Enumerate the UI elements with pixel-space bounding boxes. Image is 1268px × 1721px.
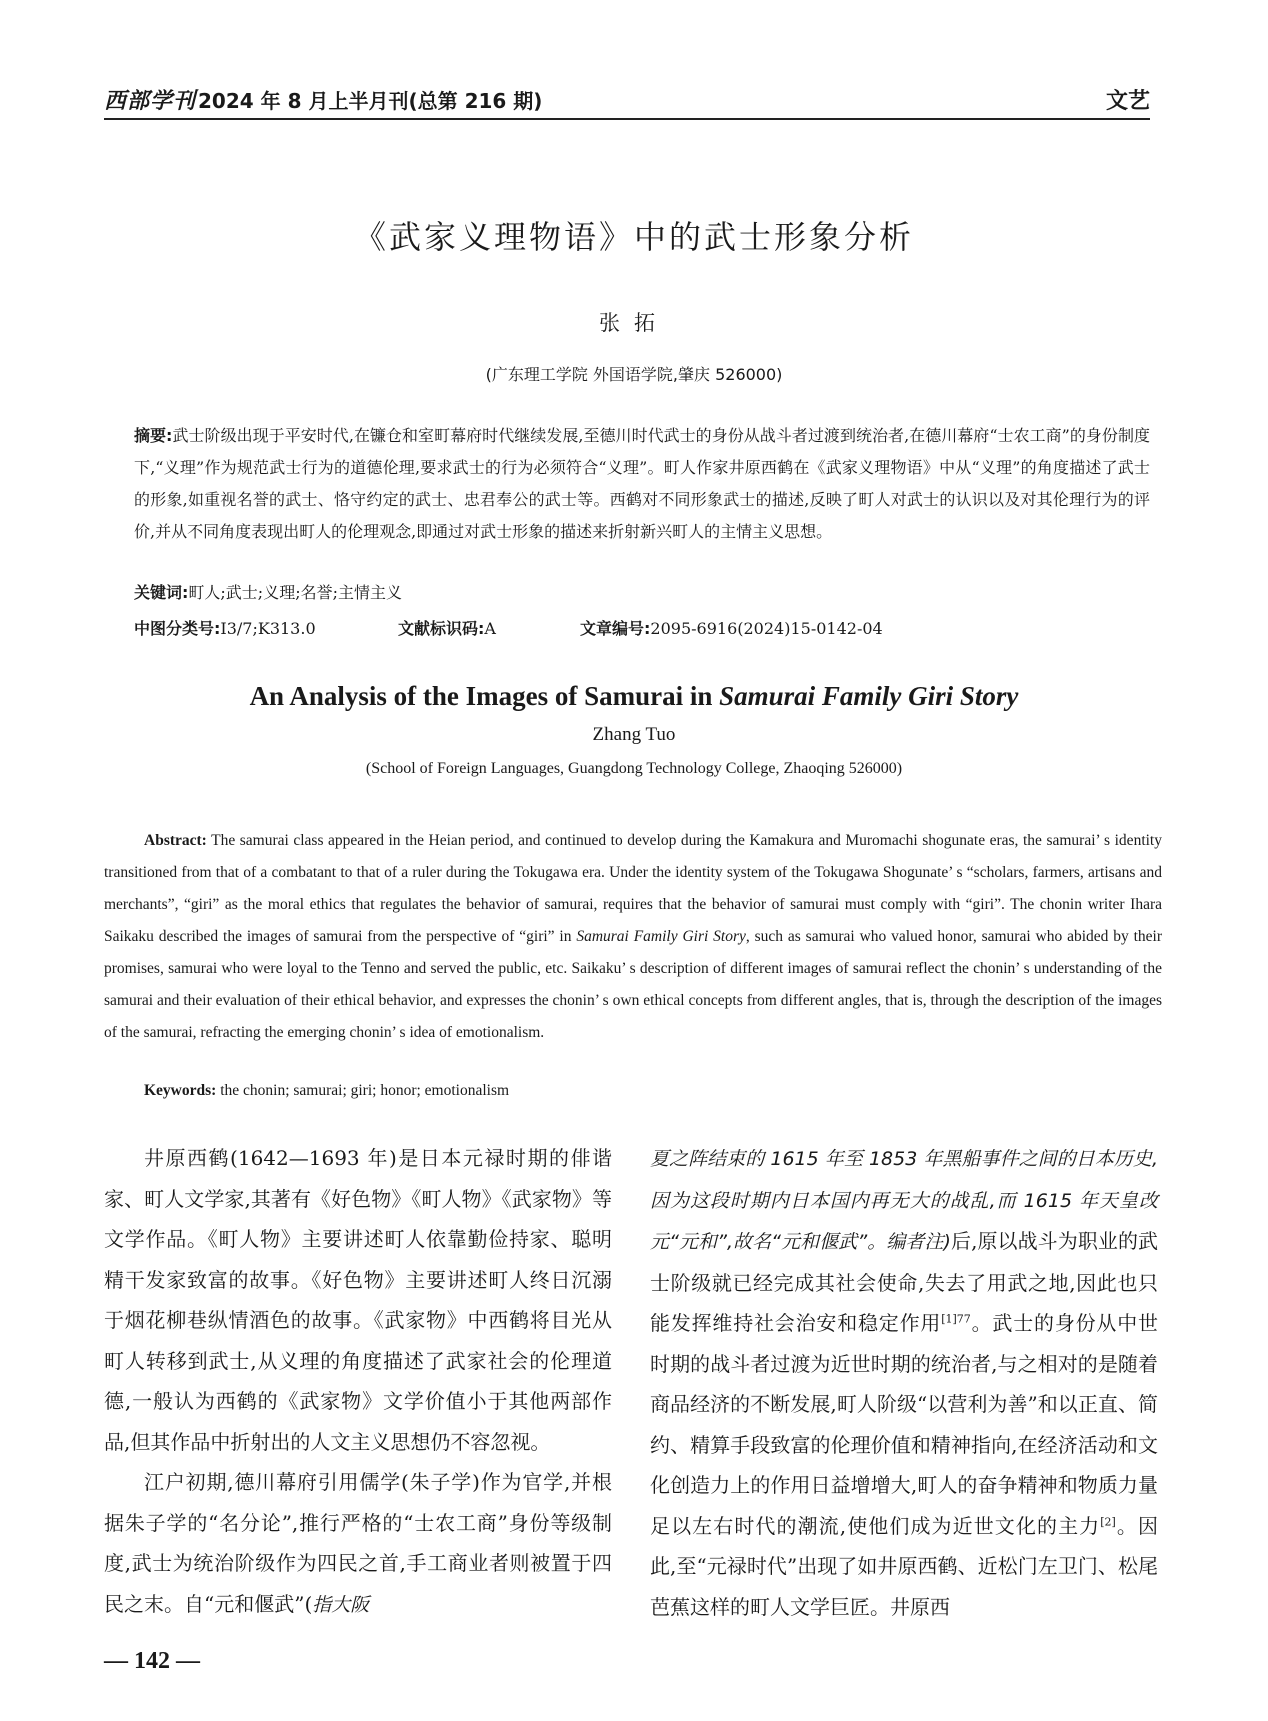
body-text-b: 。武士的身份从中世时期的战斗者过渡为近世时期的统治者,与之相对的是随着商品经济的不断发展,町人阶级“以营利为善”和以正直、简约、精算手段致富的伦理价值和精神指向,在经济活动和文化创造力上的作用日益增增大,町人的奋争精神和物质力量足以左右时代的潮流,使他们成为近世文化的主力	[650, 1311, 1159, 1538]
page-number: — 142 —	[104, 1648, 200, 1674]
body-text-a: 后,原以战斗为职业的武士阶级就已经完成其社会使命,失去了用武之地,因此也只能发挥维持社会治安和稳定作用	[650, 1229, 1159, 1335]
clc-code	[134, 616, 398, 639]
title-en-italic: Samurai Family Giri Story	[719, 681, 1019, 711]
keywords-zh-label: 关键词:	[134, 583, 189, 602]
abstract-zh-text: 武士阶级出现于平安时代,在镰仓和室町幕府时代继续发展,至德川时代武士的身份从战斗者过渡到统治者,在德川幕府“士农工商”的身份制度下,“义理”作为规范武士行为的道德伦理,要求武士的行为必须符合“义理”。町人作家井原西鹤在《武家义理物语》中从“义理”的角度描述了武士的形象,如重视名誉的武士、恪守约定的武士、忠君奉公的武士等。西鹤对不同形象武士的描述,反映了町人对武士的认识以及对其伦理行为的评价,并从不同角度表现出町人的伦理观念,即通过对武士形象的描述来折射新兴町人的主情主义思想。	[134, 426, 1150, 541]
editor-note-start: 指大阪	[312, 1593, 370, 1616]
journal-logo: 西部学刊	[104, 88, 197, 114]
article-label: 文章编号:	[580, 619, 651, 638]
body-column-left	[104, 1138, 612, 1625]
keywords-en-text: the chonin; samurai; giri; honor; emotionalism	[216, 1082, 510, 1099]
document-code	[398, 616, 580, 639]
doc-label: 文献标识码:	[398, 619, 485, 638]
clc-value: I3/7;K313.0	[220, 619, 316, 638]
abstract-en-italic: Samurai Family Giri Story	[576, 928, 746, 945]
abstract-zh-label: 摘要:	[134, 426, 173, 445]
body-paragraph-1: 井原西鹤(1642—1693 年)是日本元禄时期的俳谐家、町人文学家,其著有《好色物》《町人物》《武家物》等文学作品。《町人物》主要讲述町人依靠勤俭持家、聪明精干发家致富的故事。《好色物》主要讲述町人终日沉溺于烟花柳巷纵情酒色的故事。《武家物》中西鹤将目光从町人转移到武士,从义理的角度描述了武家社会的伦理道德,一般认为西鹤的《武家物》文学价值小于其他两部作品,但其作品中折射出的人文主义思想仍不容忽视。	[104, 1146, 612, 1454]
body-text-c: 。因此,至“元禄时代”出现了如井原西鹤、近松门左卫门、松尾芭蕉这样的町人文学巨匠。井原西	[650, 1513, 1158, 1619]
title-en-prefix: An Analysis of the Images of Samurai in	[249, 681, 720, 711]
abstract-en-text-2: , such as samurai who valued honor, samurai who abided by their promises, samurai who were loyal to the Tenno and served the public, etc. Saikaku’ s description of different images of samurai reflect the chonin’ s understanding of the samurai and their evaluation of their ethical behavior, and expresses the chonin’ s own ethical concepts from different angles, that is, through the description of the images of the samurai, refracting the emerging chonin’ s idea of emotionalism.	[104, 928, 1163, 1041]
affiliation-en: (School of Foreign Languages, Guangdong Technology College, Zhaoqing 526000)	[365, 760, 903, 777]
body-paragraph-2-continued	[650, 1138, 1158, 1627]
keywords-en	[144, 1082, 509, 1100]
editor-note: 夏之阵结束的 1615 年至 1853 年黑船事件之间的日本历史,因为这段时期内日本国内再无大的战乱,而 1615 年天皇改元“元和”,故名“元和偃武”。编者注)	[650, 1148, 1158, 1253]
journal-header-left	[104, 84, 542, 115]
abstract-en-text-1: The samurai class appeared in the Heian period, and continued to develop during the Kamakura and Muromachi shogunate eras, the samurai’ s identity transitioned from that of a combatant to that of a ruler during the Tokugawa era. Under the identity system of the Tokugawa Shogunate’ s “scholars, farmers, artisans and merchants”, “giri” as the moral ethics that regulates the behavior of samurai, requires that the behavior of samurai must comply with “giri”. The chonin writer Ihara Saikaku described the images of samurai from the perspective of “giri” in	[104, 832, 1162, 945]
keywords-en-label: Keywords:	[144, 1082, 217, 1099]
body-paragraph-2-text: 江户初期,德川幕府引用儒学(朱子学)作为官学,并根据朱子学的“名分论”,推行严格的“士农工商”身份等级制度,武士为统治阶级作为四民之首,手工商业者则被置于四民之末。自“元和偃武”(	[104, 1470, 612, 1616]
section-name: 文艺	[1105, 89, 1150, 114]
abstract-en-label: Abstract:	[144, 832, 207, 849]
abstract-en	[104, 825, 1162, 1049]
running-header	[104, 84, 1150, 115]
abstract-zh	[134, 420, 1150, 548]
title-zh: 《武家义理物语》中的武士形象分析	[353, 218, 914, 256]
header-rule	[104, 118, 1150, 120]
citation-ref-1: [1]77	[941, 1312, 971, 1326]
issue-info: 2024 年 8 月上半月刊(总第 216 期)	[198, 89, 543, 113]
author-zh: 张拓	[599, 311, 669, 335]
article-value: 2095-6916(2024)15-0142-04	[650, 619, 883, 638]
body-paragraph-2	[104, 1462, 612, 1625]
article-number	[580, 616, 883, 639]
citation-ref-2: [2]	[1100, 1514, 1116, 1528]
affiliation-zh: (广东理工学院 外国语学院,肇庆 526000)	[485, 365, 783, 384]
keywords-zh	[134, 580, 402, 603]
doc-value: A	[484, 619, 496, 638]
title-en	[0, 681, 1268, 712]
body-column-right	[650, 1138, 1158, 1627]
classification-line	[134, 616, 883, 639]
clc-label: 中图分类号:	[134, 619, 221, 638]
author-en: Zhang Tuo	[592, 724, 676, 745]
keywords-zh-text: 町人;武士;义理;名誉;主情主义	[188, 583, 402, 602]
